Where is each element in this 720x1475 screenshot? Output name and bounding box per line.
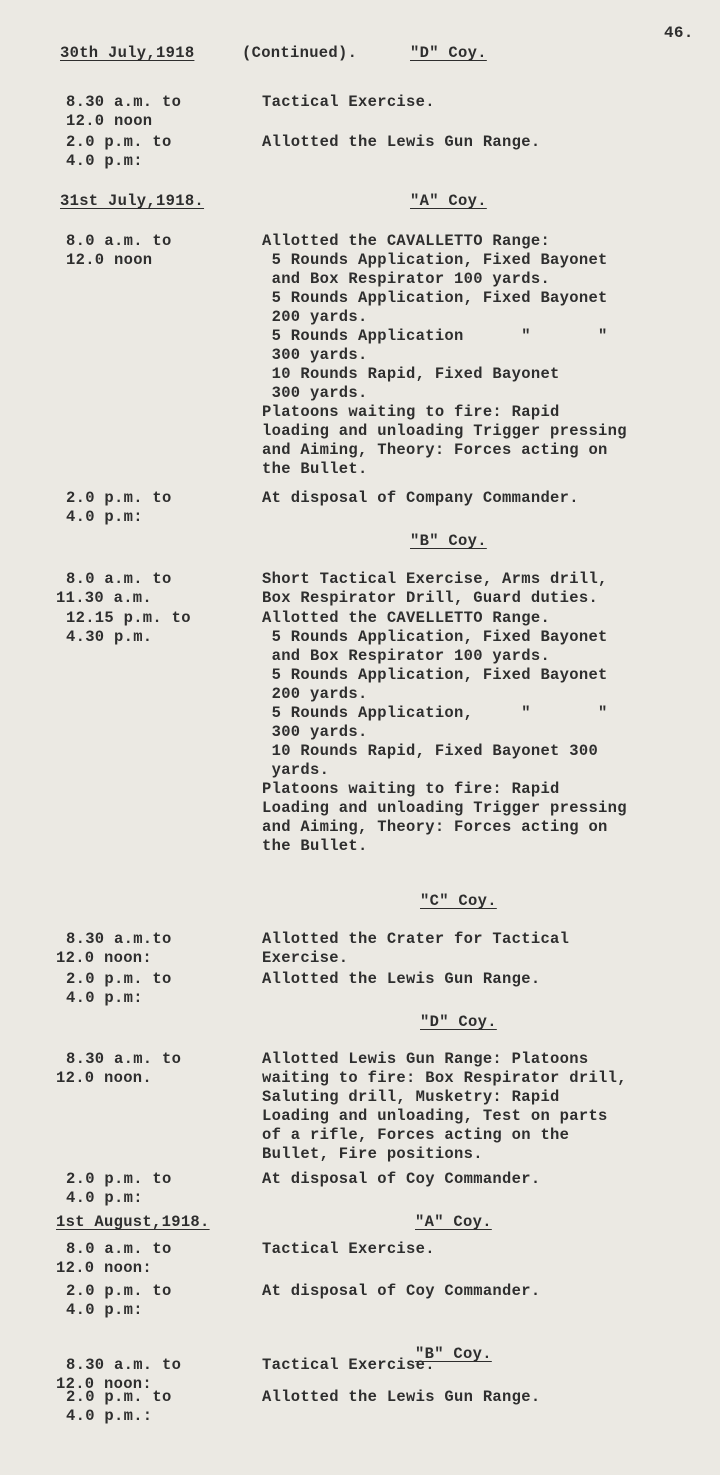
entry-text: 300 yards.: [262, 384, 368, 402]
entry-text: Tactical Exercise.: [262, 1240, 435, 1258]
entry-text: 300 yards.: [262, 723, 368, 741]
entry-time: 8.0 a.m. to: [66, 570, 172, 588]
entry-time: 12.0 noon:: [56, 1259, 153, 1277]
entry-text: 5 Rounds Application, Fixed Bayonet: [262, 628, 608, 646]
entry-text: Tactical Exercise.: [262, 93, 435, 111]
entry-time: 8.30 a.m.to: [66, 930, 172, 948]
company-heading: "B" Coy.: [410, 532, 487, 550]
entry-text: At disposal of Coy Commander.: [262, 1170, 541, 1188]
entry-text: 5 Rounds Application " ": [262, 327, 608, 345]
entry-text: Platoons waiting to fire: Rapid: [262, 403, 560, 421]
entry-text: of a rifle, Forces acting on the: [262, 1126, 570, 1144]
entry-time: 2.0 p.m. to: [66, 1282, 172, 1300]
entry-text: Allotted the Lewis Gun Range.: [262, 970, 541, 988]
entry-time: 4.0 p.m.:: [66, 1407, 153, 1425]
entry-text: Loading and unloading Trigger pressing: [262, 799, 627, 817]
entry-text: the Bullet.: [262, 460, 368, 478]
entry-text: Tactical Exercise.: [262, 1356, 435, 1374]
entry-time: 11.30 a.m.: [56, 589, 153, 607]
entry-text: 5 Rounds Application, Fixed Bayonet: [262, 251, 608, 269]
entry-text: Allotted the CAVELLETTO Range.: [262, 609, 551, 627]
entry-time: 2.0 p.m. to: [66, 133, 172, 151]
entry-text: loading and unloading Trigger pressing: [262, 422, 627, 440]
page-number: 46.: [664, 24, 694, 42]
entry-text: Allotted the Crater for Tactical: [262, 930, 570, 948]
entry-time: 12.0 noon:: [56, 949, 153, 967]
entry-text: and Box Respirator 100 yards.: [262, 270, 551, 288]
entry-time: 4.0 p.m:: [66, 508, 143, 526]
entry-text: and Aiming, Theory: Forces acting on: [262, 818, 608, 836]
date-heading: 31st July,1918.: [60, 192, 205, 210]
company-heading: "B" Coy.: [415, 1345, 492, 1363]
entry-time: 4.0 p.m:: [66, 152, 143, 170]
entry-text: At disposal of Company Commander.: [262, 489, 579, 507]
entry-time: 8.30 a.m. to: [66, 1356, 182, 1374]
entry-text: Box Respirator Drill, Guard duties.: [262, 589, 599, 607]
entry-text: 5 Rounds Application, Fixed Bayonet: [262, 666, 608, 684]
entry-text: Loading and unloading, Test on parts: [262, 1107, 608, 1125]
date-heading: 1st August,1918.: [56, 1213, 210, 1231]
entry-time: 4.0 p.m:: [66, 1189, 143, 1207]
entry-time: 12.0 noon: [66, 112, 153, 130]
entry-text: and Box Respirator 100 yards.: [262, 647, 551, 665]
entry-text: 300 yards.: [262, 346, 368, 364]
entry-time: 4.0 p.m:: [66, 1301, 143, 1319]
entry-text: Allotted Lewis Gun Range: Platoons: [262, 1050, 589, 1068]
entry-time: 2.0 p.m. to: [66, 1388, 172, 1406]
entry-time: 12.15 p.m. to: [66, 609, 191, 627]
entry-time: 8.30 a.m. to: [66, 93, 182, 111]
entry-text: the Bullet.: [262, 837, 368, 855]
company-heading: "A" Coy.: [415, 1213, 492, 1231]
company-heading: "D" Coy.: [410, 44, 487, 62]
entry-text: and Aiming, Theory: Forces acting on: [262, 441, 608, 459]
date-heading: 30th July,1918: [60, 44, 195, 62]
company-heading: "A" Coy.: [410, 192, 487, 210]
entry-text: Allotted the CAVALLETTO Range:: [262, 232, 551, 250]
entry-text: Platoons waiting to fire: Rapid: [262, 780, 560, 798]
entry-time: 2.0 p.m. to: [66, 970, 172, 988]
entry-text: 10 Rounds Rapid, Fixed Bayonet: [262, 365, 560, 383]
company-heading: "C" Coy.: [420, 892, 497, 910]
entry-text: Saluting drill, Musketry: Rapid: [262, 1088, 560, 1106]
entry-time: 4.30 p.m.: [66, 628, 153, 646]
entry-text: Allotted the Lewis Gun Range.: [262, 133, 541, 151]
entry-text: 200 yards.: [262, 308, 368, 326]
entry-text: 5 Rounds Application, Fixed Bayonet: [262, 289, 608, 307]
entry-time: 4.0 p.m:: [66, 989, 143, 1007]
entry-text: 10 Rounds Rapid, Fixed Bayonet 300: [262, 742, 599, 760]
entry-text: waiting to fire: Box Respirator drill,: [262, 1069, 627, 1087]
entry-time: 12.0 noon: [66, 251, 153, 269]
entry-time: 12.0 noon.: [56, 1069, 153, 1087]
continued-note: (Continued).: [242, 44, 358, 62]
entry-time: 12.0 noon:: [56, 1375, 153, 1393]
entry-text: At disposal of Coy Commander.: [262, 1282, 541, 1300]
entry-time: 2.0 p.m. to: [66, 489, 172, 507]
entry-text: Allotted the Lewis Gun Range.: [262, 1388, 541, 1406]
entry-time: 8.30 a.m. to: [66, 1050, 182, 1068]
entry-text: yards.: [262, 761, 330, 779]
entry-time: 8.0 a.m. to: [66, 1240, 172, 1258]
entry-time: 2.0 p.m. to: [66, 1170, 172, 1188]
entry-text: Bullet, Fire positions.: [262, 1145, 483, 1163]
company-heading: "D" Coy.: [420, 1013, 497, 1031]
entry-text: 200 yards.: [262, 685, 368, 703]
entry-text: Exercise.: [262, 949, 349, 967]
entry-time: 8.0 a.m. to: [66, 232, 172, 250]
entry-text: Short Tactical Exercise, Arms drill,: [262, 570, 608, 588]
entry-text: 5 Rounds Application, " ": [262, 704, 608, 722]
